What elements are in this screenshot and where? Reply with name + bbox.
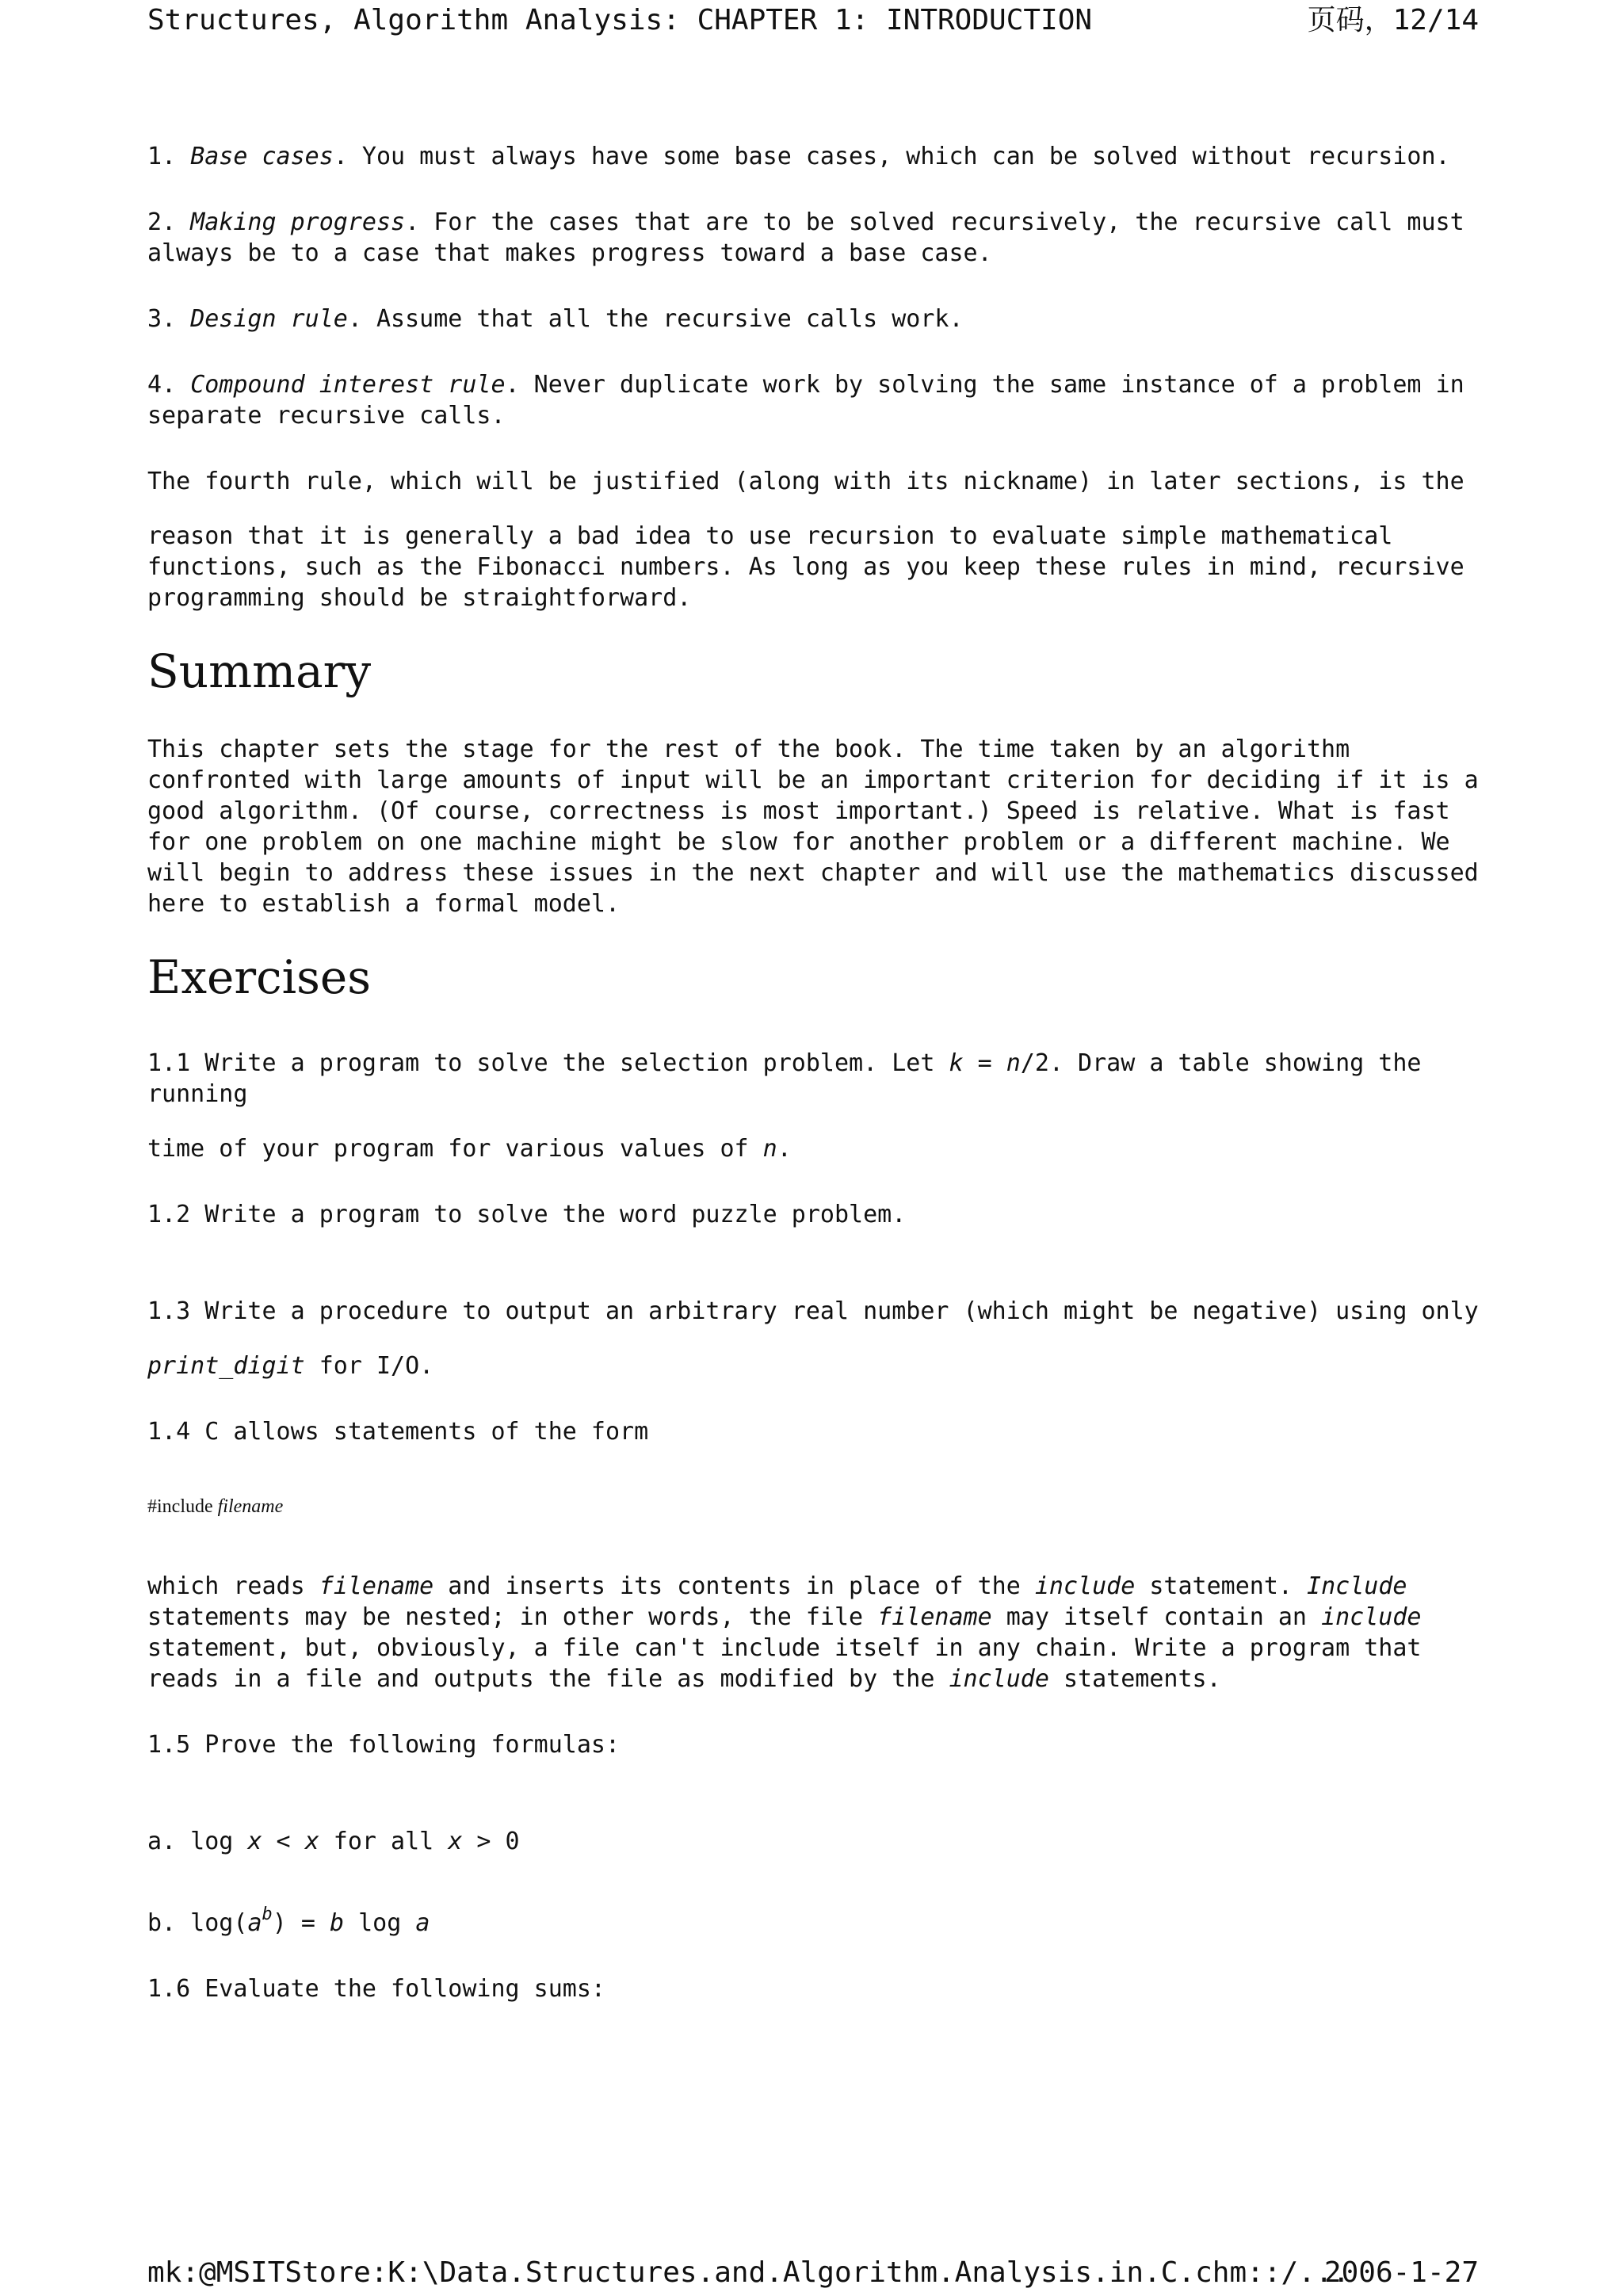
italic-term: include	[1321, 1603, 1422, 1631]
summary-heading: Summary	[147, 644, 372, 698]
exercise-1-1-cont	[147, 1133, 1495, 1164]
italic-term: include	[949, 1665, 1049, 1693]
math-var-x: x	[247, 1828, 262, 1855]
rule-term: Compound interest rule	[190, 371, 506, 399]
formula-text: for all	[319, 1828, 449, 1855]
exercise-text: 1.1 Write a program to solve the selection problem. Let	[147, 1049, 949, 1077]
page-header	[147, 3, 1479, 43]
exercise-1-5: 1.5 Prove the following formulas:	[147, 1731, 621, 1759]
include-code-line	[147, 1495, 1495, 1519]
exercise-text: statement, but, obviously, a file can't include itself in any chain. Write a program that reads in a file and outputs the file as modified by the	[147, 1603, 1436, 1693]
page-footer	[147, 2256, 1479, 2294]
exercise-text: for I/O.	[304, 1352, 434, 1380]
rule-number: 3.	[147, 305, 191, 333]
page-content	[147, 141, 1495, 2039]
math-var-n: n	[762, 1135, 777, 1163]
math-var-b: b	[330, 1909, 345, 1937]
formula-text: a. log	[147, 1828, 248, 1855]
rule-text: . Never duplicate work by solving the same instance of a problem in separate recursive calls.	[147, 371, 1479, 430]
formula-text: b. log(	[147, 1909, 248, 1937]
exercise-1-2: 1.2 Write a program to solve the word puzzle problem.	[147, 1201, 907, 1228]
exercise-text: which reads	[147, 1572, 319, 1600]
math-var-x: x	[448, 1828, 463, 1855]
exercise-text: statements may be nested; in other words, the file	[147, 1572, 1422, 1631]
math-var-a: a	[415, 1909, 430, 1937]
exercise-text: =	[963, 1049, 1006, 1077]
rule-term: Base cases	[190, 143, 334, 170]
rule-text: . For the cases that are to be solved recursively, the recursive call must always be to a case that makes progress toward a base case.	[147, 208, 1479, 267]
source-path: mk:@MSITStore:K:\Data.Structures.and.Algorithm.Analysis.in.C.chm::/...	[147, 2256, 1350, 2289]
math-var-n: n	[1006, 1049, 1021, 1077]
formula-text: log	[344, 1909, 416, 1937]
code-keyword: #include	[147, 1496, 218, 1517]
code-argument: filename	[217, 1496, 284, 1517]
exercise-text: and inserts its contents in place of the	[433, 1572, 1035, 1600]
rule-3	[147, 304, 1495, 334]
math-var-k: k	[949, 1049, 964, 1077]
formula-text: ) =	[272, 1909, 330, 1937]
exercise-1-3-cont	[147, 1350, 1495, 1381]
rule-number: 4.	[147, 371, 191, 399]
exercise-1-1	[147, 1048, 1495, 1110]
rule-term: Making progress	[190, 208, 406, 236]
exercise-text: time of your program for various values of	[147, 1135, 763, 1163]
exercise-1-4: 1.4 C allows statements of the form	[147, 1418, 649, 1446]
rule-2	[147, 207, 1495, 269]
rule-1	[147, 141, 1495, 172]
rule-number: 1.	[147, 143, 191, 170]
fourth-rule-paragraph-cont: reason that it is generally a bad idea to use recursion to evaluate simple mathematical functions, such as the Fibonacci numbers. As long as you keep these rules in mind, recursive programming should be straightforward.	[147, 522, 1479, 612]
exercise-1-3: 1.3 Write a procedure to output an arbitrary real number (which might be negative) using only	[147, 1297, 1479, 1325]
exercise-1-6: 1.6 Evaluate the following sums:	[147, 1975, 605, 2003]
math-var-a: a	[247, 1909, 262, 1937]
rule-text: . Assume that all the recursive calls work.	[347, 305, 964, 333]
exercise-text: /2. Draw a table showing the running	[147, 1049, 1436, 1108]
exercises-heading: Exercises	[147, 950, 371, 1004]
function-name: print_digit	[147, 1352, 305, 1380]
rule-number: 2.	[147, 208, 191, 236]
rule-4	[147, 369, 1495, 431]
italic-term: filename	[319, 1572, 434, 1600]
exercise-text: may itself contain an	[991, 1603, 1322, 1631]
document-title: Structures, Algorithm Analysis: CHAPTER 1: INTRODUCTION	[147, 4, 1093, 36]
print-date: 2006-1-27	[1323, 2256, 1479, 2289]
math-var-x: x	[304, 1828, 319, 1855]
math-exponent-b: b	[262, 1904, 273, 1924]
summary-text: This chapter sets the stage for the rest of the book. The time taken by an algorithm confronted with large amounts of input will be an important criterion for deciding if it is a good algorithm. (Of course, correctness is most important.) Speed is relative. What is fast for one problem on one machine might be slow for another problem or a different machine. We will begin to address these issues in the next chapter and will use the mathematics discussed here to establish a formal model.	[147, 735, 1493, 918]
exercise-text: statement.	[1135, 1572, 1308, 1600]
italic-term: filename	[877, 1603, 992, 1631]
exercise-text: statements.	[1048, 1665, 1221, 1693]
exercise-1-4-text	[147, 1571, 1495, 1694]
italic-term: include	[1034, 1572, 1136, 1600]
formula-text: > 0	[462, 1828, 520, 1855]
rule-term: Design rule	[190, 305, 348, 333]
exercise-1-5-b	[147, 1904, 1495, 1939]
fourth-rule-paragraph-start: The fourth rule, which will be justified (along with its nickname) in later sections, is the	[147, 468, 1465, 495]
page-number: 页码，12/14	[1307, 4, 1479, 36]
rule-text: . You must always have some base cases, which can be solved without recursion.	[333, 143, 1450, 170]
formula-text: <	[262, 1828, 305, 1855]
exercise-text: .	[777, 1135, 792, 1163]
italic-term: Include	[1307, 1572, 1407, 1600]
exercise-1-5-a	[147, 1826, 1495, 1857]
